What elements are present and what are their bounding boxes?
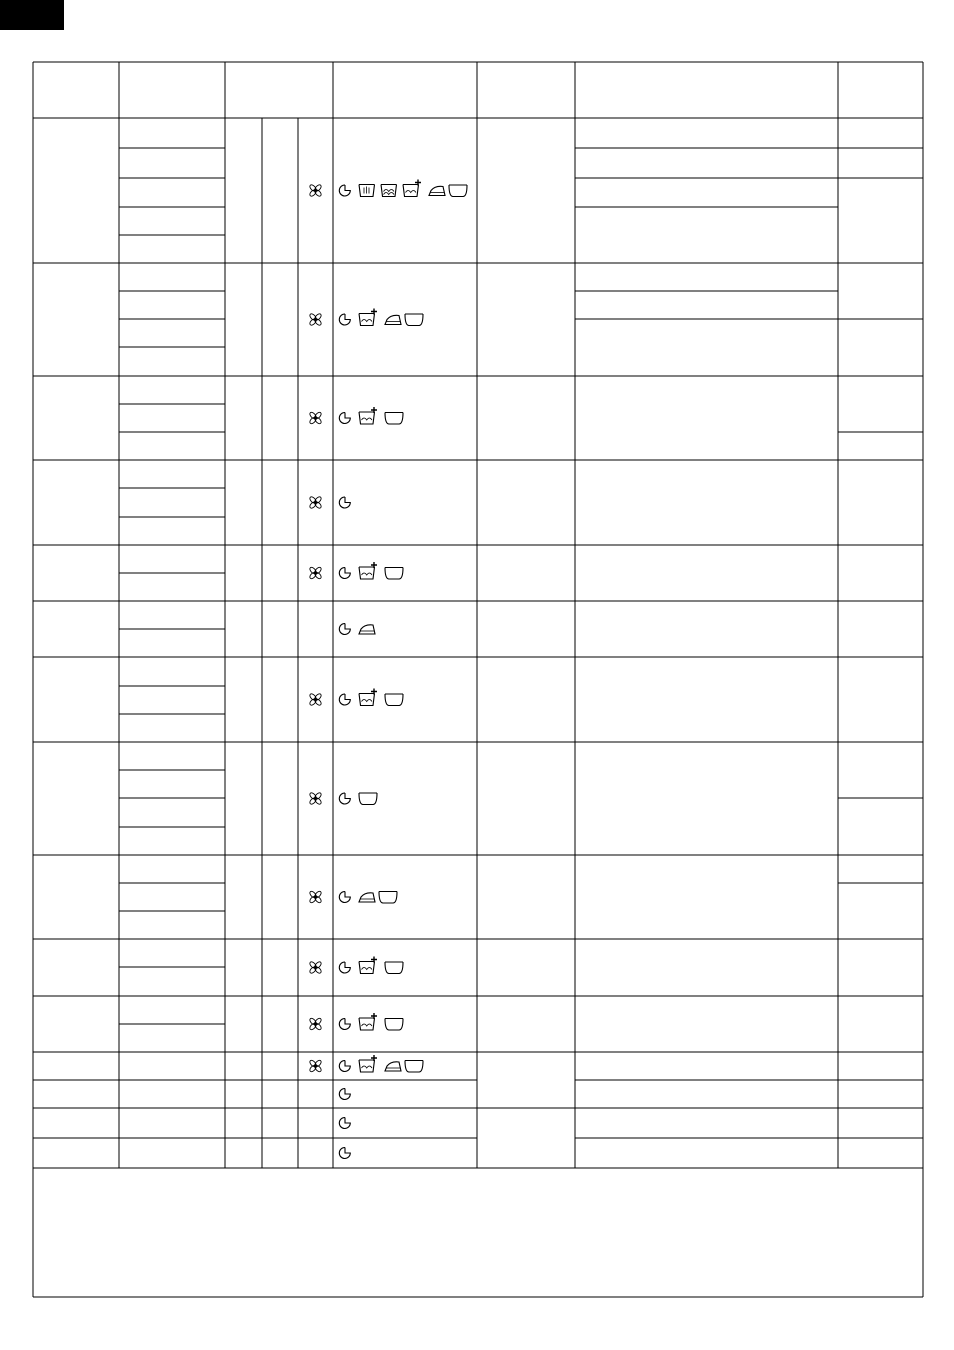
timer-icon: [339, 497, 350, 508]
footer-notes-area: [40, 1175, 910, 1285]
iron-icon: [385, 315, 401, 324]
tub-icon: [385, 962, 403, 974]
fan-icon: [309, 961, 323, 975]
fan-icon: [309, 792, 323, 806]
timer-icon: [339, 1060, 350, 1071]
fan-icon: [309, 890, 323, 904]
timer-icon: [339, 1147, 350, 1158]
fan-icon: [309, 693, 323, 707]
plus-wash-icon: [359, 407, 377, 424]
fan-icon: [309, 313, 323, 327]
iron-icon: [359, 625, 375, 634]
timer-icon: [339, 185, 350, 196]
timer-icon: [339, 412, 350, 423]
tub-icon: [359, 793, 377, 805]
plus-wash-icon: [359, 957, 377, 974]
plus-wash-icon: [359, 689, 377, 706]
fan-icon: [309, 411, 323, 425]
timer-icon: [339, 623, 350, 634]
tub-icon: [379, 892, 397, 904]
timer-icon: [339, 314, 350, 325]
iron-icon: [359, 893, 375, 902]
tub-icon: [385, 694, 403, 706]
fan-icon: [309, 1059, 323, 1073]
delicate-wash-icon: [381, 185, 397, 197]
tub-icon: [405, 314, 423, 326]
hand-wash-icon: [359, 185, 375, 197]
timer-icon: [339, 694, 350, 705]
merged-cell-cover: [478, 1079, 575, 1081]
timer-icon: [339, 1018, 350, 1029]
tub-icon: [449, 185, 467, 197]
timer-icon: [339, 891, 350, 902]
fan-icon: [309, 496, 323, 510]
plus-wash-icon: [359, 309, 377, 326]
timer-icon: [339, 1117, 350, 1128]
tub-icon: [405, 1061, 423, 1073]
fan-icon: [309, 184, 323, 198]
fan-icon: [309, 1017, 323, 1031]
iron-icon: [385, 1062, 401, 1071]
plus-wash-icon: [359, 1013, 377, 1030]
iron-icon: [429, 186, 445, 195]
timer-icon: [339, 567, 350, 578]
tub-icon: [385, 1019, 403, 1031]
timer-icon: [339, 962, 350, 973]
tub-icon: [385, 413, 403, 425]
timer-icon: [339, 793, 350, 804]
plus-wash-icon: [359, 562, 377, 579]
fan-icon: [309, 566, 323, 580]
tub-icon: [385, 568, 403, 580]
timer-icon: [339, 1088, 350, 1099]
plus-wash-icon: [403, 180, 421, 197]
merged-cell-cover: [478, 1137, 575, 1139]
plus-wash-icon: [359, 1055, 377, 1072]
